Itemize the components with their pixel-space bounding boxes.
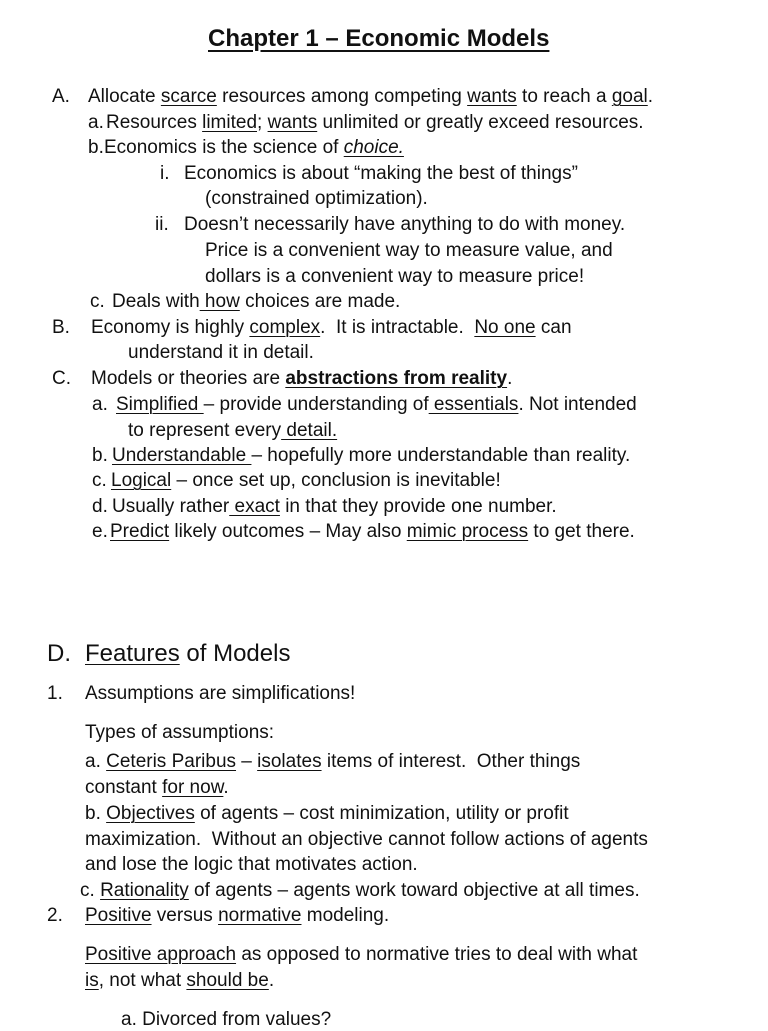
page-title: Chapter 1 – Economic Models xyxy=(208,25,550,52)
section-b-text: Economy is highly complex. It is intractable. No one can xyxy=(91,317,572,338)
item-c-d-marker: d. xyxy=(92,496,108,517)
item-c-e-text: Predict likely outcomes – May also mimic process to get there. xyxy=(110,521,635,542)
item-c-b-marker: b. xyxy=(92,445,108,466)
item-a-b-marker: b. xyxy=(88,137,104,158)
item-d-2-text: Positive versus normative modeling. xyxy=(85,905,390,926)
item-a-i-line1: Economics is about “making the best of things” xyxy=(184,163,578,184)
positive-approach: Positive approach as opposed to normative tries to deal with what xyxy=(85,944,638,965)
assumption-b: b. Objectives of agents – cost minimization, utility or profit xyxy=(85,803,569,824)
item-c-c-text: Logical – once set up, conclusion is inevitable! xyxy=(111,470,501,491)
item-a-i-line2: (constrained optimization). xyxy=(205,188,428,209)
assumption-a-line2: constant for now. xyxy=(85,777,229,798)
positive-a-item: a. Divorced from values? xyxy=(121,1009,332,1030)
section-a-text: Allocate scarce resources among competing wants to reach a goal. xyxy=(88,86,654,107)
section-d-marker: D. xyxy=(47,640,71,667)
item-d-2-marker: 2. xyxy=(47,905,63,926)
item-a-b-text: Economics is the science of choice. xyxy=(104,137,404,158)
item-c-c-marker: c. xyxy=(92,470,107,491)
item-a-ii-line3: dollars is a convenient way to measure price! xyxy=(205,266,585,287)
positive-approach-line2: is, not what should be. xyxy=(85,970,275,991)
section-a-marker: A. xyxy=(52,86,70,107)
item-d-1-marker: 1. xyxy=(47,683,63,704)
assumption-b-line3: and lose the logic that motivates action. xyxy=(85,854,418,875)
item-c-a-line2: to represent every detail. xyxy=(128,420,338,441)
item-a-ii-line2: Price is a convenient way to measure value, and xyxy=(205,240,613,261)
item-a-i-marker: i. xyxy=(160,163,170,184)
assumption-c: c. Rationality of agents – agents work toward objective at all times. xyxy=(80,880,640,901)
item-d-1-text: Assumptions are simplifications! xyxy=(85,683,356,704)
item-a-c-marker: c. xyxy=(90,291,105,312)
section-b-line2: understand it in detail. xyxy=(128,342,314,363)
assumption-a: a. Ceteris Paribus – isolates items of interest. Other things xyxy=(85,751,581,772)
item-c-e-marker: e. xyxy=(92,521,108,542)
item-a-a-marker: a. xyxy=(88,112,104,133)
item-a-a-text: Resources limited; wants unlimited or greatly exceed resources. xyxy=(106,112,644,133)
item-c-d-text: Usually rather exact in that they provide one number. xyxy=(112,496,557,517)
section-b-marker: B. xyxy=(52,317,70,338)
item-a-ii-marker: ii. xyxy=(155,214,169,235)
section-c-marker: C. xyxy=(52,368,71,389)
section-c-text: Models or theories are abstractions from reality. xyxy=(91,368,513,389)
item-a-c-text: Deals with how choices are made. xyxy=(112,291,401,312)
item-a-ii-line1: Doesn’t necessarily have anything to do with money. xyxy=(184,214,626,235)
types-heading: Types of assumptions: xyxy=(85,722,275,743)
item-c-a-marker: a. xyxy=(92,394,108,415)
item-c-a-text: Simplified – provide understanding of essentials. Not intended xyxy=(116,394,637,415)
assumption-b-line2: maximization. Without an objective cannot follow actions of agents xyxy=(85,829,648,850)
section-d-heading: Features of Models xyxy=(85,640,291,667)
item-c-b-text: Understandable – hopefully more understandable than reality. xyxy=(112,445,631,466)
